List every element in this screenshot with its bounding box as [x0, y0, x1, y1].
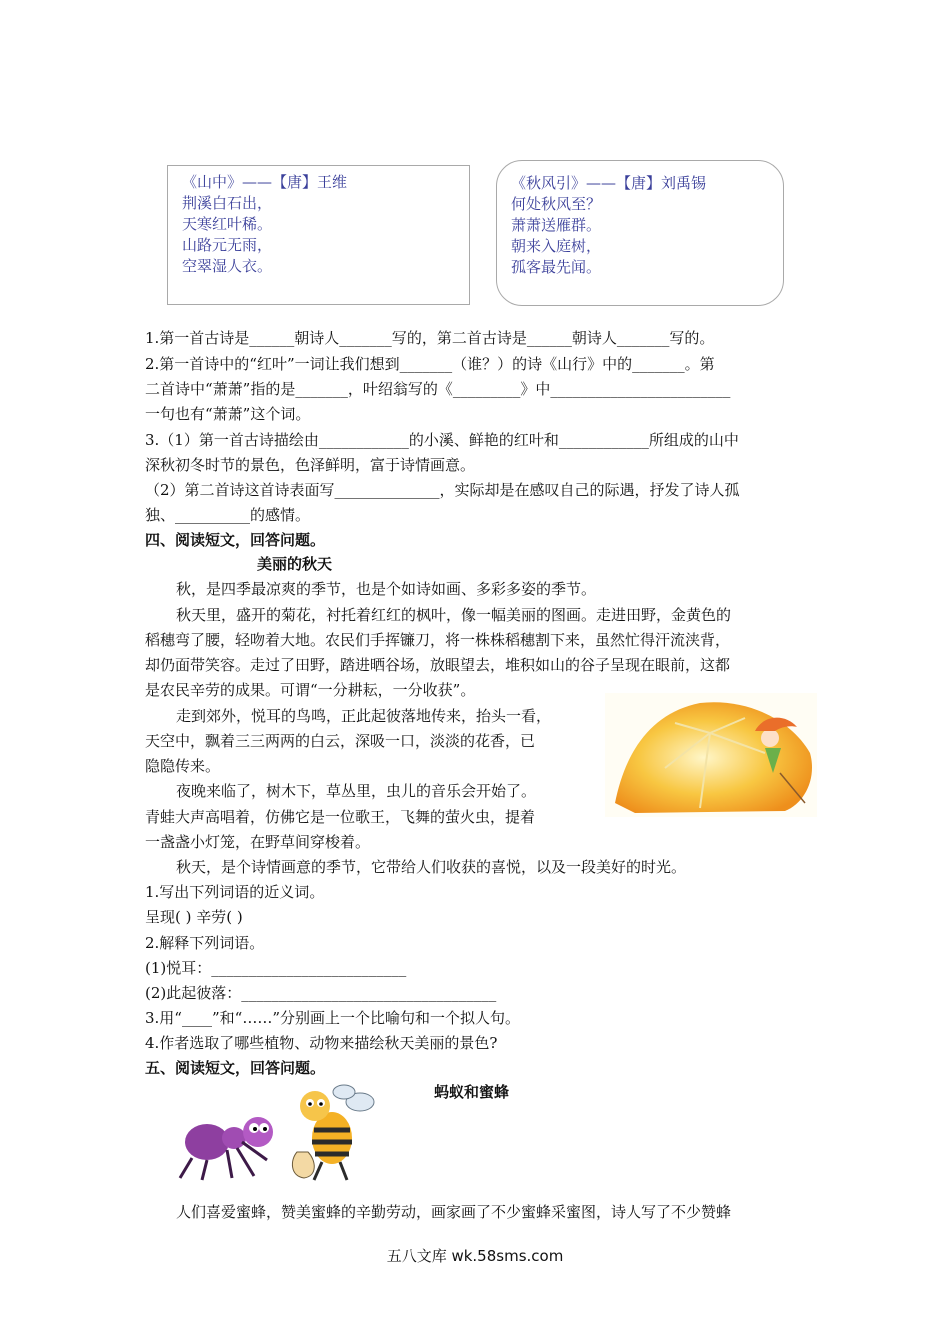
question-2-cont: 二首诗中“萧萧”指的是_______，叶绍翁写的《_________》中________________________ — [145, 380, 731, 398]
poem-box-shanzhong — [167, 165, 470, 305]
question-2-item: (1)悦耳：__________________________ — [145, 959, 407, 977]
paragraph-cont: 天空中，飘着三三两两的白云，深吸一口，淡淡的花香，已 — [145, 732, 536, 750]
paragraph: 人们喜爱蜜蜂，赞美蜜蜂的辛勤劳动，画家画了不少蜜蜂采蜜图，诗人写了不少赞蜂 — [176, 1203, 732, 1221]
paragraph-cont: 是农民辛劳的成果。可谓“一分耕耘，一分收获”。 — [145, 681, 476, 699]
question-3-part2-cont: 独、__________的感情。 — [145, 506, 311, 524]
question-3: 3.（1）第一首古诗描绘由____________的小溪、鲜艳的红叶和____________所组成的山中 — [145, 431, 739, 449]
paragraph-cont: 隐隐传来。 — [145, 757, 221, 775]
paragraph: 秋，是四季最凉爽的季节，也是个如诗如画、多彩多姿的季节。 — [176, 580, 597, 598]
question-4: 4.作者选取了哪些植物、动物来描绘秋天美丽的景色? — [145, 1034, 498, 1052]
paragraph-cont: 却仍面带笑容。走过了田野，踏进晒谷场，放眼望去，堆积如山的谷子呈现在眼前，这都 — [145, 656, 731, 674]
poem-title: 《秋风引》——【唐】刘禹锡 — [511, 174, 707, 192]
footer-watermark: 五八文库 wk.58sms.com — [386, 1247, 564, 1265]
ant-and-bee-illustration — [172, 1080, 376, 1184]
question-1: 1.写出下列词语的近义词。 — [145, 883, 325, 901]
question-2-item: (2)此起彼落：__________________________________ — [145, 984, 497, 1002]
poem-line: 空翠湿人衣。 — [182, 257, 273, 275]
poem-box-qiufengyin — [496, 160, 784, 306]
question-3-cont: 深秋初冬时节的景色，色泽鲜明，富于诗情画意。 — [145, 456, 476, 474]
section-5-heading: 五、阅读短文，回答问题。 — [145, 1059, 326, 1077]
question-1-items: 呈现( ) 辛劳( ) — [145, 908, 243, 926]
paragraph-cont: 稻穗弯了腰，轻吻着大地。农民们手挥镰刀，将一株株稻穗割下来，虽然忙得汗流浃背， — [145, 631, 731, 649]
paragraph: 秋天里，盛开的菊花，衬托着红红的枫叶，像一幅美丽的图画。走进田野，金黄色的 — [176, 606, 732, 624]
poem-line: 孤客最先闻。 — [511, 258, 602, 276]
article-title: 美丽的秋天 — [257, 555, 333, 573]
autumn-leaf-fairy-illustration — [605, 693, 817, 817]
question-2: 2.解释下列词语。 — [145, 934, 265, 952]
poem-line: 荆溪白石出， — [182, 194, 273, 212]
section-4-heading: 四、阅读短文，回答问题。 — [145, 531, 326, 549]
article-title: 蚂蚁和蜜蜂 — [434, 1083, 510, 1101]
paragraph: 夜晚来临了，树木下，草丛里，虫儿的音乐会开始了。 — [176, 782, 537, 800]
poem-title: 《山中》——【唐】王维 — [182, 173, 348, 191]
paragraph-cont: 一盏盏小灯笼，在野草间穿梭着。 — [145, 833, 371, 851]
poem-line: 朝来入庭树， — [511, 237, 602, 255]
question-2: 2.第一首诗中的“红叶”一词让我们想到_______（谁？）的诗《山行》中的_______。第 — [145, 355, 715, 373]
poem-line: 萧萧送雁群。 — [511, 216, 602, 234]
question-1: 1.第一首古诗是______朝诗人_______写的，第二首古诗是______朝诗人_______写的。 — [145, 329, 715, 347]
question-3-part2: （2）第二首诗这首诗表面写______________，实际却是在感叹自己的际遇，抒发了诗人孤 — [145, 481, 740, 499]
poem-line: 何处秋风至？ — [511, 195, 602, 213]
poem-line: 天寒红叶稀。 — [182, 215, 273, 233]
poem-line: 山路元无雨， — [182, 236, 273, 254]
question-3: 3.用“____”和“……”分别画上一个比喻句和一个拟人句。 — [145, 1009, 520, 1027]
paragraph: 秋天，是个诗情画意的季节，它带给人们收获的喜悦，以及一段美好的时光。 — [176, 858, 687, 876]
paragraph: 走到郊外，悦耳的鸟鸣，正此起彼落地传来，抬头一看， — [176, 707, 552, 725]
paragraph-cont: 青蛙大声高唱着，仿佛它是一位歌王，飞舞的萤火虫，提着 — [145, 808, 536, 826]
question-2-cont: 一句也有“萧萧”这个词。 — [145, 405, 311, 423]
